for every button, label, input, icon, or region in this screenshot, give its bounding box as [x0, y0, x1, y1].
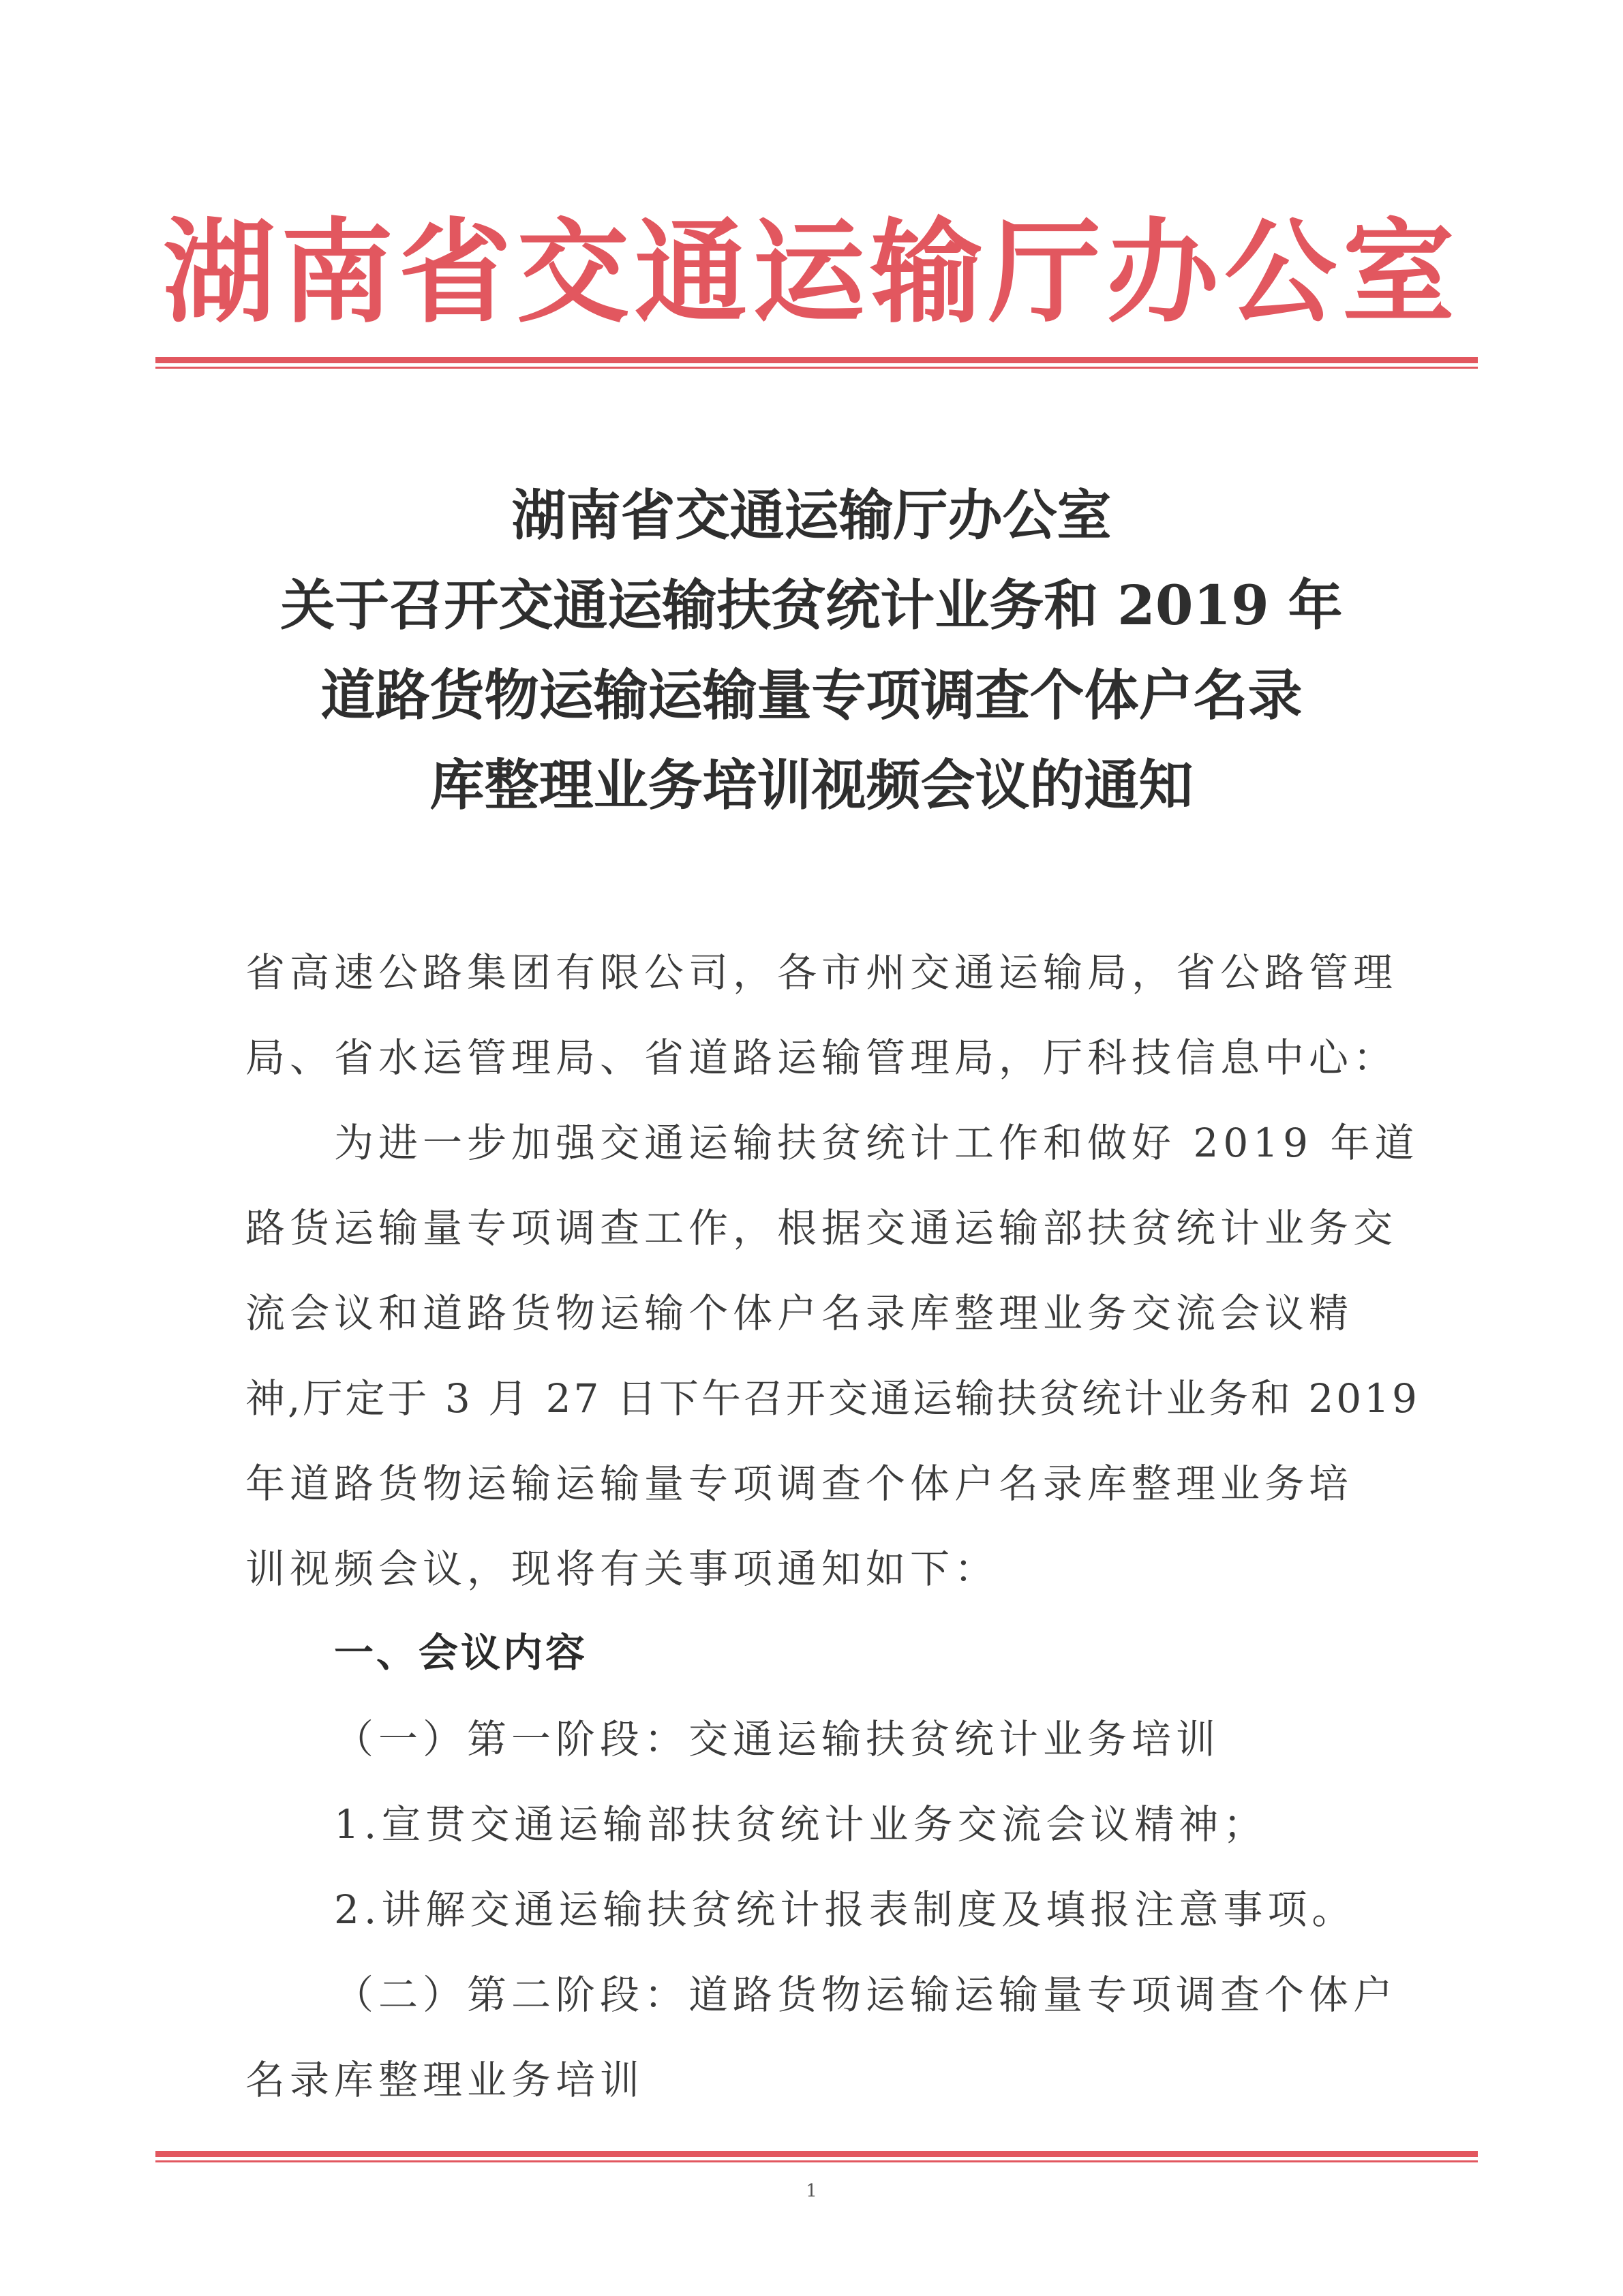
title-line-2: 关于召开交通运输扶贫统计业务和 2019 年	[280, 573, 1343, 637]
paragraph-1-line-1: 为进一步加强交通运输扶贫统计工作和做好 2019 年道	[334, 1120, 1419, 1166]
stage-1-title: （一）第一阶段：交通运输扶贫统计业务培训	[334, 1716, 1221, 1762]
paragraph-1-line-2: 路货运输量专项调查工作，根据交通运输部扶贫统计业务交	[245, 1205, 1398, 1251]
paragraph-1-line-5: 年道路货物运输运输量专项调查个体户名录库整理业务培	[245, 1460, 1354, 1507]
title-line-3: 道路货物运输运输量专项调查个体户名录	[320, 663, 1303, 727]
title-line-1: 湖南省交通运输厅办公室	[511, 483, 1112, 547]
stage-1-item-2: 2.讲解交通运输扶贫统计报表制度及填报注意事项。	[334, 1886, 1356, 1933]
stage-2-title-line-1: （二）第二阶段：道路货物运输运输量专项调查个体户	[334, 1972, 1398, 2018]
recipients-line-1: 省高速公路集团有限公司，各市州交通运输局，省公路管理	[245, 949, 1398, 996]
paragraph-1-line-6: 训视频会议，现将有关事项通知如下：	[245, 1546, 999, 1592]
stage-2-title-line-2: 名录库整理业务培训	[245, 2057, 645, 2103]
paragraph-1-line-3: 流会议和道路货物运输个体户名录库整理业务交流会议精	[245, 1290, 1354, 1336]
recipients-line-2: 局、省水运管理局、省道路运输管理局，厅科技信息中心：	[245, 1035, 1398, 1081]
letterhead-org-name: 湖南省交通运输厅办公室	[163, 207, 1460, 338]
page-number: 1	[806, 2181, 817, 2201]
title-line-4: 库整理业务培训视频会议的通知	[429, 753, 1194, 817]
paragraph-1-line-4: 神,厅定于 3 月 27 日下午召开交通运输扶贫统计业务和 2019	[245, 1375, 1420, 1422]
section-1-heading: 一、会议内容	[334, 1629, 588, 1676]
stage-1-item-1: 1.宣贯交通运输部扶贫统计业务交流会议精神；	[334, 1801, 1268, 1848]
document-title	[0, 470, 1623, 830]
